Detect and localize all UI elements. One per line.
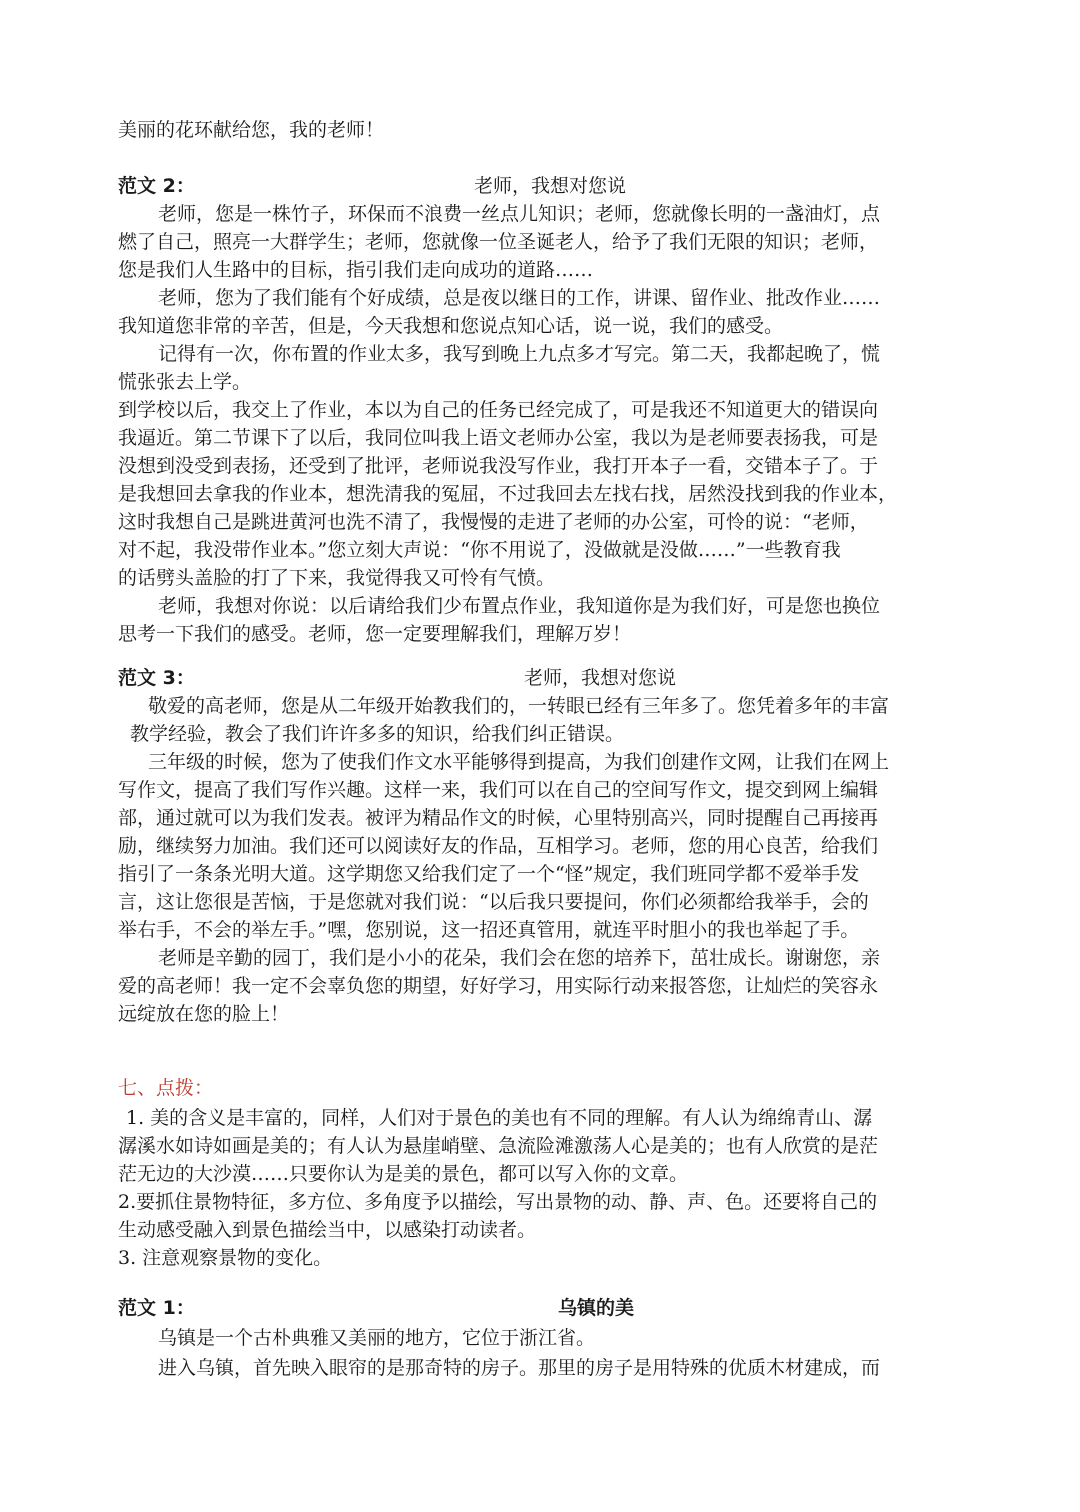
paragraph-line: 到学校以后，我交上了作业，本以为自己的任务已经完成了，可是我还不知道更大的错误向 (118, 399, 879, 421)
tip-line: 1. 美的含义是丰富的，同样，人们对于景色的美也有不同的理解。有人认为绵绵青山、潺 (126, 1107, 873, 1129)
paragraph-line: 没想到没受到表扬，还受到了批评，老师说我没写作业，我打开本子一看，交错本子了。于 (118, 455, 879, 477)
paragraph-line: 我逼近。第二节课下了以后，我同位叫我上语文老师办公室，我以为是老师要表扬我，可是 (118, 427, 879, 449)
tip-line: 生动感受融入到景色描绘当中，以感染打动读者。 (118, 1219, 537, 1241)
paragraph-line: 思考一下我们的感受。老师，您一定要理解我们，理解万岁！ (118, 623, 632, 645)
essay-1-title: 乌镇的美 (558, 1297, 635, 1319)
paragraph-line: 指引了一条条光明大道。这学期您又给我们定了一个“怪”规定，我们班同学都不爱举手发 (118, 863, 860, 885)
paragraph-line: 言，这让您很是苦恼，于是您就对我们说：“以后我只要提问，你们必须都给我举手，会的 (118, 891, 869, 913)
tip-line: 3. 注意观察景物的变化。 (118, 1247, 333, 1269)
paragraph-line: 的话劈头盖脸的打了下来，我觉得我又可怜有气愤。 (118, 567, 556, 589)
paragraph-line: 励，继续努力加油。我们还可以阅读好友的作品，互相学习。老师，您的用心良苦，给我们 (118, 835, 879, 857)
paragraph-line: 写作文，提高了我们写作兴趣。这样一来，我们可以在自己的空间写作文，提交到网上编辑 (118, 779, 879, 801)
paragraph-line: 燃了自己，照亮一大群学生；老师，您就像一位圣诞老人，给予了我们无限的知识；老师， (118, 231, 879, 253)
paragraph-line: 老师，您为了我们能有个好成绩，总是夜以继日的工作，讲课、留作业、批改作业…… (158, 287, 881, 309)
essay-2-title: 老师，我想对您说 (474, 175, 627, 197)
paragraph-line: 老师，您是一株竹子，环保而不浪费一丝点儿知识；老师，您就像长明的一盏油灯，点 (158, 203, 881, 225)
paragraph-line: 老师是辛勤的园丁，我们是小小的花朵，我们会在您的培养下，茁壮成长。谢谢您，亲 (158, 947, 881, 969)
paragraph-line: 远绽放在您的脸上！ (118, 1003, 290, 1025)
paragraph-line: 我知道您非常的辛苦，但是，今天我想和您说点知心话，说一说，我们的感受。 (118, 315, 784, 337)
paragraph-line: 对不起，我没带作业本。”您立刻大声说：“你不用说了，没做就是没做……”一些教育我 (118, 539, 841, 561)
intro-line: 美丽的花环献给您，我的老师！ (118, 119, 385, 141)
paragraph-line: 举右手，不会的举左手。”嘿，您别说，这一招还真管用，就连平时胆小的我也举起了手。 (118, 919, 860, 941)
tip-line: 2.要抓住景物特征，多方位、多角度予以描绘，写出景物的动、静、声、色。还要将自己的 (118, 1191, 878, 1213)
section-7-heading: 七、点拨： (118, 1077, 214, 1099)
paragraph-line: 慌张张去上学。 (118, 371, 252, 393)
paragraph-line: 是我想回去拿我的作业本，想洗清我的冤屈，不过我回去左找右找，居然没找到我的作业本， (118, 483, 898, 505)
paragraph-line: 乌镇是一个古朴典雅又美丽的地方，它位于浙江省。 (158, 1327, 596, 1349)
essay-3-label: 范文 3： (118, 667, 195, 689)
tip-line: 潺溪水如诗如画是美的；有人认为悬崖峭壁、急流险滩激荡人心是美的；也有人欣赏的是茫 (118, 1135, 879, 1157)
tip-line: 茫无边的大沙漠……只要你认为是美的景色，都可以写入你的文章。 (118, 1163, 689, 1185)
essay-1-label: 范文 1： (118, 1297, 195, 1319)
paragraph-line: 敬爱的高老师，您是从二年级开始教我们的，一转眼已经有三年多了。您凭着多年的丰富 (148, 695, 890, 717)
essay-2-label: 范文 2： (118, 175, 195, 197)
paragraph-line: 三年级的时候，您为了使我们作文水平能够得到提高，为我们创建作文网，让我们在网上 (148, 751, 890, 773)
paragraph-line: 进入乌镇，首先映入眼帘的是那奇特的房子。那里的房子是用特殊的优质木材建成，而 (158, 1357, 881, 1379)
paragraph-line: 老师，我想对你说：以后请给我们少布置点作业，我知道你是为我们好，可是您也换位 (158, 595, 881, 617)
paragraph-line: 教学经验，教会了我们许许多多的知识，给我们纠正错误。 (130, 723, 625, 745)
essay-3-title: 老师，我想对您说 (524, 667, 677, 689)
paragraph-line: 记得有一次，你布置的作业太多，我写到晚上九点多才写完。第二天，我都起晚了，慌 (158, 343, 881, 365)
paragraph-line: 您是我们人生路中的目标，指引我们走向成功的道路…… (118, 259, 594, 281)
paragraph-line: 这时我想自己是跳进黄河也洗不清了，我慢慢的走进了老师的办公室，可怜的说：“老师， (118, 511, 869, 533)
paragraph-line: 爱的高老师！我一定不会辜负您的期望，好好学习，用实际行动来报答您，让灿烂的笑容永 (118, 975, 879, 997)
paragraph-line: 部，通过就可以为我们发表。被评为精品作文的时候，心里特别高兴，同时提醒自己再接再 (118, 807, 879, 829)
